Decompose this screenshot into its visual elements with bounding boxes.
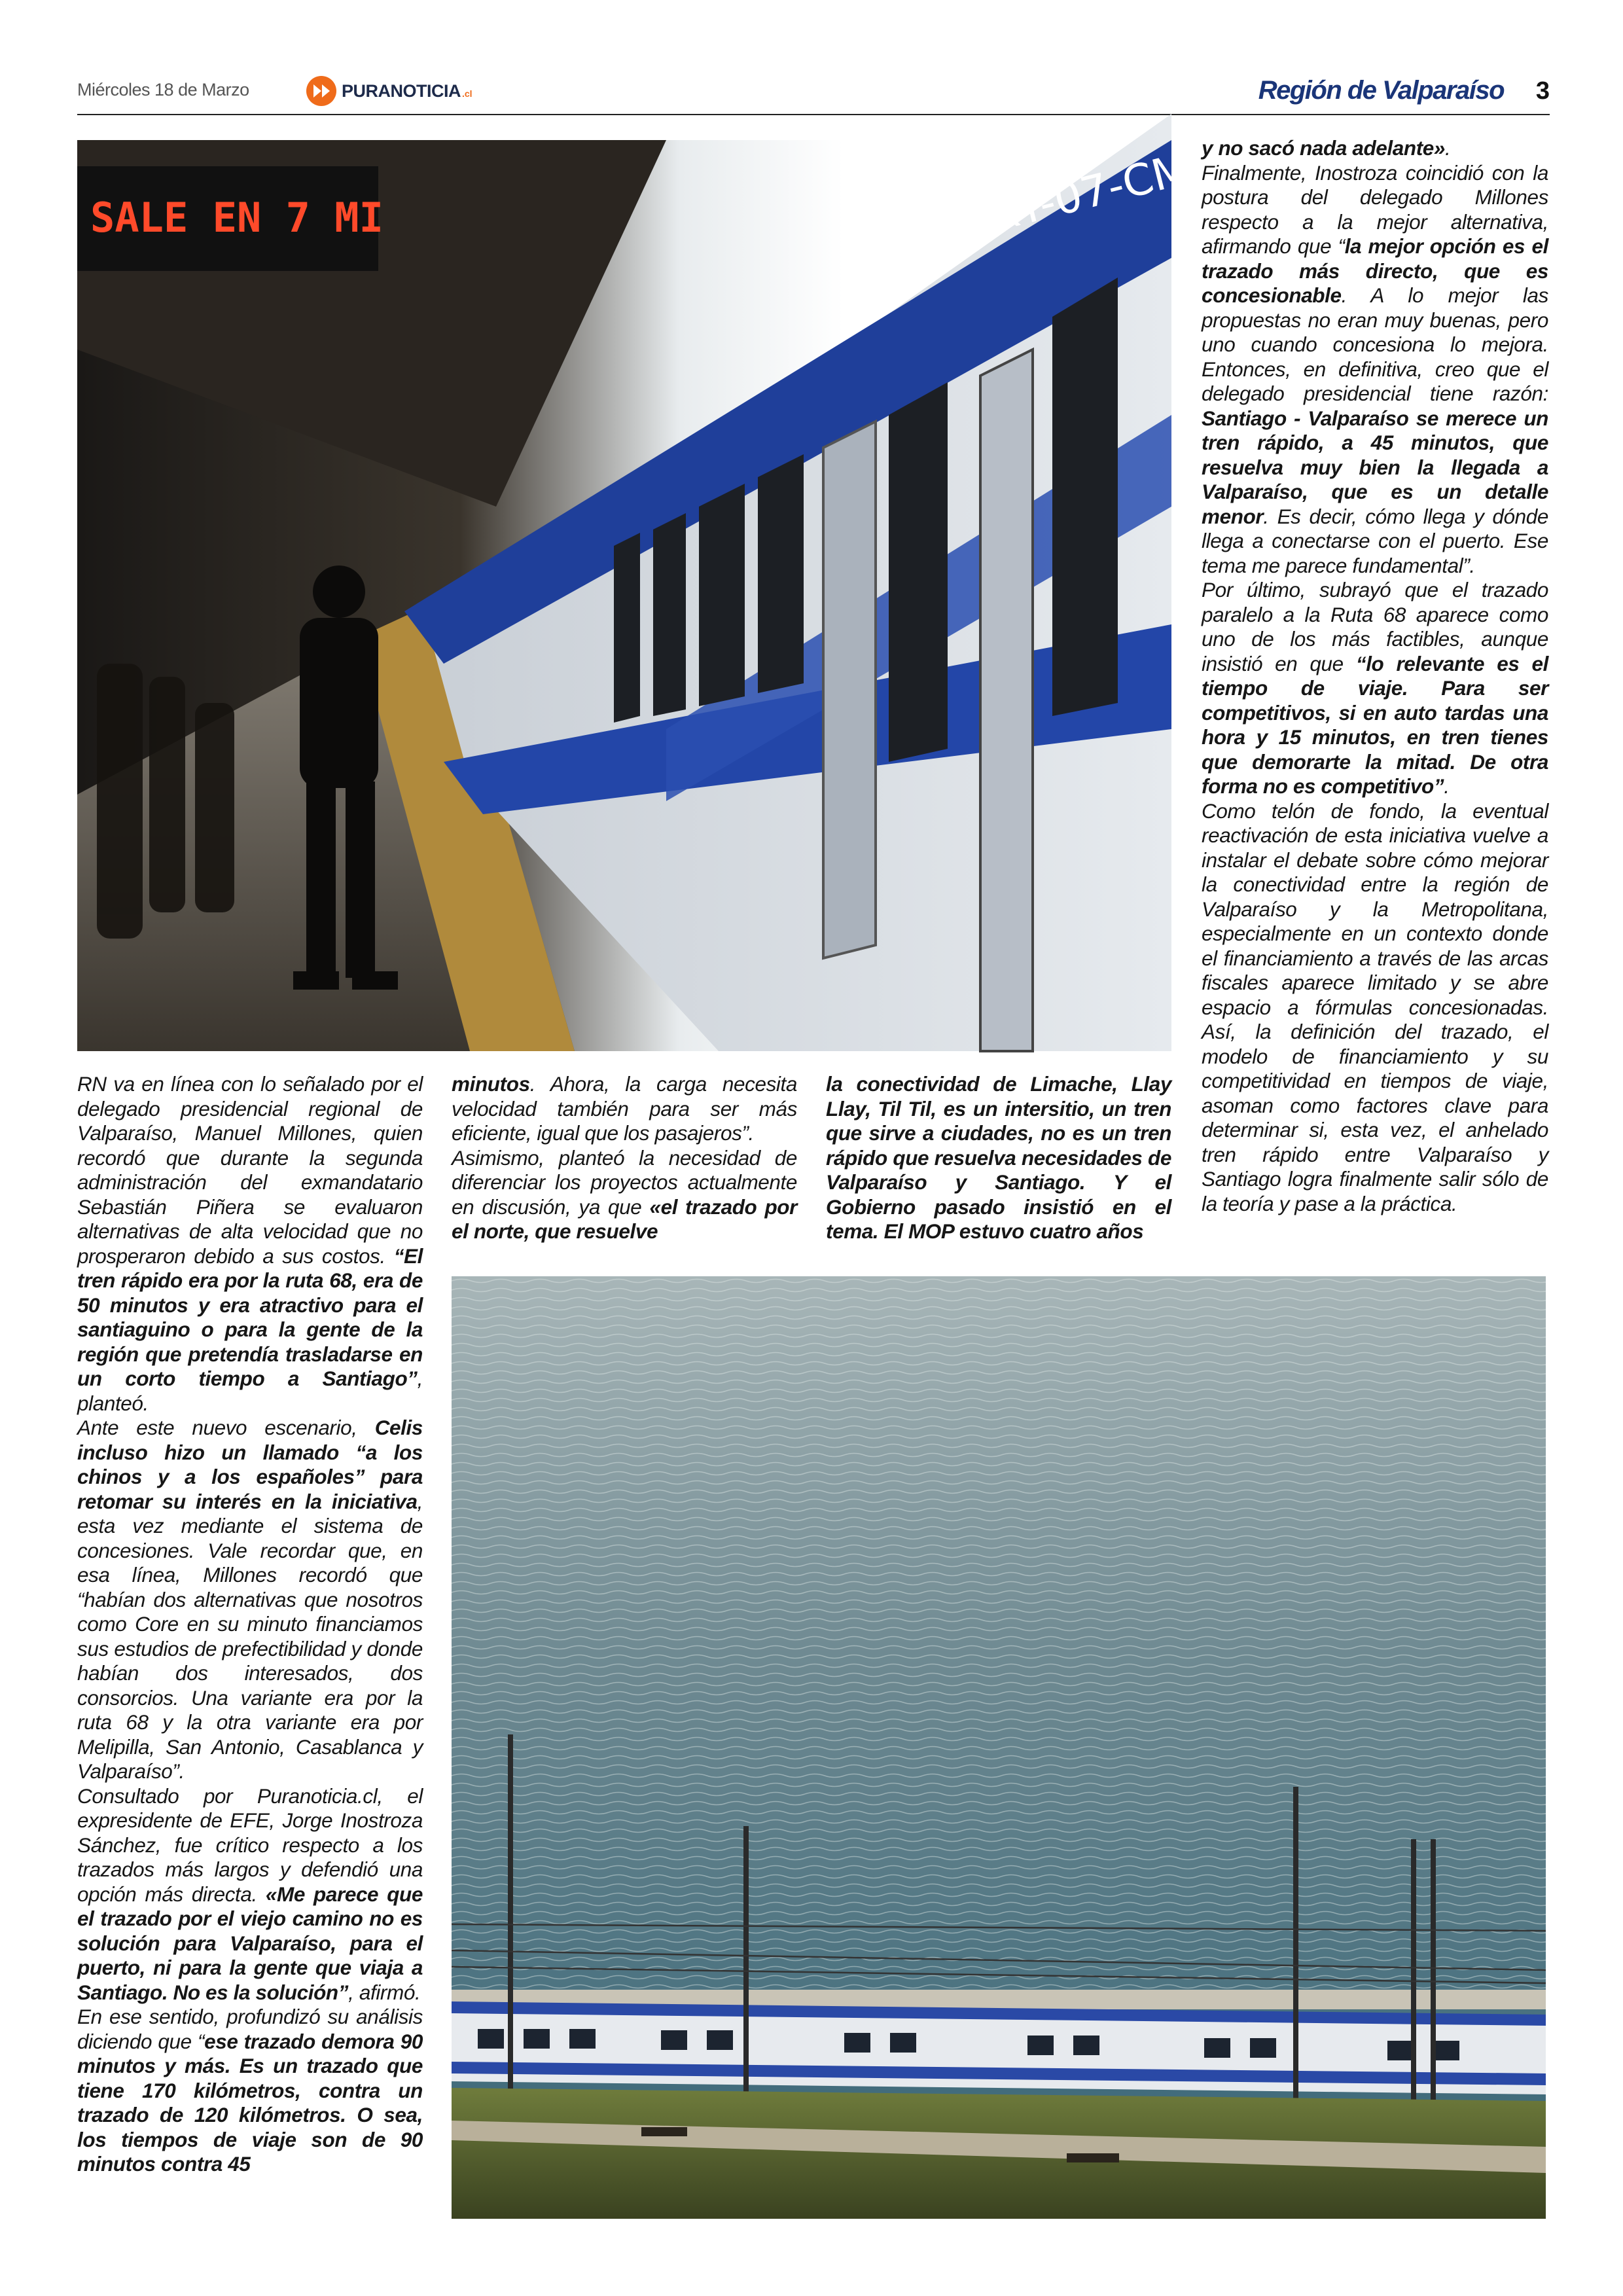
bold-text-run: “El tren rápido era por la ruta 68, era de 50 minutos y era atractivo para el santiaguino o para la gente de la región que pretendía trasladarse en un corto tiempo a Santiago” bbox=[77, 1244, 423, 1390]
text-run: Consultado por Puranoticia.cl, el expresidente de EFE, Jorge Inostroza Sánchez, fue crítico respecto a los trazados más largos y defendió una opción más directa. bbox=[77, 1784, 423, 1906]
text-run: , afirmó. bbox=[348, 1980, 421, 2004]
logo-arrows-icon bbox=[306, 76, 336, 106]
led-sign-text: SALE EN 7 MI bbox=[90, 194, 383, 242]
bold-text-run: «el trazado por el norte, que resuelve bbox=[452, 1194, 798, 1243]
text-run: Por último, subrayó que el trazado paralelo a la Ruta 68 aparece como uno de los más factibles, aunque insistió en que bbox=[1202, 578, 1548, 675]
puranoticia-logo bbox=[306, 75, 473, 107]
article-paragraph bbox=[77, 1072, 423, 1416]
bold-text-run: Santiago - Valparaíso se merece un tren rápido, a 45 minutos, que resuelva muy bien la llegada a Valparaíso, que es un detalle menor bbox=[1202, 406, 1548, 528]
bold-text-run: “lo relevante es el tiempo de viaje. Para ser competitivos, si en auto tardas una hora y 15 minutos, en tren tienes que demorarte la mitad. De otra forma no es competitivo” bbox=[1202, 651, 1548, 798]
section-title: Región de Valparaíso bbox=[1258, 76, 1504, 105]
bold-text-run: la mejor opción es el trazado más directo, que es concesionable bbox=[1202, 234, 1549, 307]
article-paragraph bbox=[77, 1416, 423, 1784]
page-number: 3 bbox=[1535, 77, 1550, 105]
article-paragraph bbox=[77, 1784, 423, 2005]
text-run: Como telón de fondo, la eventual reactivación de esta iniciativa vuelve a instalar el debate sobre cómo mejorar la conectividad entre la región de Valparaíso y la Metropolitana, especialmente en un contexto donde el financiamiento a través de las arcas fiscales aparece limitado y se abre espacio a fórmulas concesionadas. Así, la definición del trazado, el modelo de financiamiento y su competitividad en tiempos de viaje, asoman como factores clave para determinar si, esta vez, el anhelado tren rápido entre Valparaíso y Santiago logra finalmente salir sólo de la teoría y pase a la práctica. bbox=[1202, 798, 1548, 1215]
coastal-train-photo bbox=[452, 1276, 1546, 2219]
article-paragraph bbox=[452, 1146, 797, 1244]
train-platform-photo bbox=[77, 140, 1195, 1051]
article-column-3 bbox=[826, 1072, 1171, 1244]
article-paragraph bbox=[1202, 161, 1548, 579]
text-run: . Ahora, la carga necesita velocidad también para ser más eficiente, igual que los pasajeros”. bbox=[452, 1072, 797, 1145]
article-paragraph bbox=[1202, 136, 1548, 161]
article-paragraph bbox=[77, 2005, 423, 2177]
bold-text-run: ese trazado demora 90 minutos y más. Es un trazado que tiene 170 kilómetros, contra un trazado de 120 kilómetros. O sea, los tiempos de viaje son de 90 minutos contra 45 bbox=[77, 2029, 423, 2176]
text-run: Ante este nuevo escenario, bbox=[77, 1416, 375, 1439]
article-paragraph bbox=[826, 1072, 1171, 1244]
logo-tld: .cl bbox=[462, 88, 473, 99]
header-rule bbox=[77, 114, 1550, 115]
text-run: . bbox=[1445, 136, 1451, 160]
text-run: En ese sentido, profundizó su análisis diciendo que “ bbox=[77, 2005, 423, 2053]
bold-text-run: «Me parece que el trazado por el viejo camino no es solución para Valparaíso, para el puerto, ni para la gente que viaja a Santiago. No es la solución” bbox=[77, 1882, 423, 2004]
text-run: , esta vez mediante el sistema de concesiones. Vale recordar que, en esa línea, Millones recordó que “habían dos alternativas que nosotros como Core en su minuto financiamos sus estudios de prefectibilidad y donde habían dos interesados, dos consorcios. Una variante era por la ruta 68 y la otra variante era por Melipilla, San Antonio, Casablanca y Valparaíso”. bbox=[77, 1489, 423, 1783]
article-column-1 bbox=[77, 1072, 423, 2177]
article-column-4 bbox=[1202, 136, 1548, 1216]
text-run: Finalmente, Inostroza coincidió con la postura del delegado Millones respecto a la mejor alternativa, afirmando que “ bbox=[1202, 160, 1548, 258]
train-code: XT-07-CM bbox=[984, 143, 1195, 242]
article-paragraph bbox=[452, 1072, 797, 1146]
issue-date: Miércoles 18 de Marzo bbox=[77, 80, 249, 99]
bold-text-run: y no sacó nada adelante» bbox=[1202, 136, 1446, 160]
text-run: , planteó. bbox=[77, 1367, 423, 1415]
text-run: RN va en línea con lo señalado por el delegado presidencial regional de Valparaíso, Manuel Millones, quien recordó que durante la segunda administración del exmandatario Sebastián Piñera se evaluaron alternativas de alta velocidad que no prosperaron debido a sus costos. bbox=[77, 1072, 423, 1268]
article-column-2 bbox=[452, 1072, 797, 1244]
text-run: . Es decir, cómo llega y dónde llega a conectarse con el puerto. Ese tema me parece fundamental”. bbox=[1202, 504, 1548, 577]
bold-text-run: minutos bbox=[452, 1072, 530, 1096]
logo-text: PURANOTICIA bbox=[342, 81, 461, 101]
page-header bbox=[77, 73, 1550, 115]
article-paragraph bbox=[1202, 578, 1548, 799]
text-run: . A lo mejor las propuestas no eran muy buenas, pero uno cuando concesiona lo mejora. Entonces, en definitiva, creo que el delegado presidencial tiene razón: bbox=[1202, 283, 1548, 405]
text-run: Asimismo, planteó la necesidad de diferenciar los proyectos actualmente en discusión, ya que bbox=[452, 1145, 797, 1219]
bold-text-run: la conectividad de Limache, Llay Llay, Til Til, es un intersitio, un tren que sirve a ciudades, no es un tren rápido que resuelva necesidades de Valparaíso y Santiago. Y el Gobierno pasado insistió en el tema. El MOP estuvo cuatro años bbox=[826, 1072, 1171, 1243]
text-run: . bbox=[1444, 774, 1450, 798]
bold-text-run: Celis incluso hizo un llamado “a los chinos y a los españoles” para retomar su interés en la iniciativa bbox=[77, 1416, 423, 1513]
article-paragraph bbox=[1202, 799, 1548, 1217]
